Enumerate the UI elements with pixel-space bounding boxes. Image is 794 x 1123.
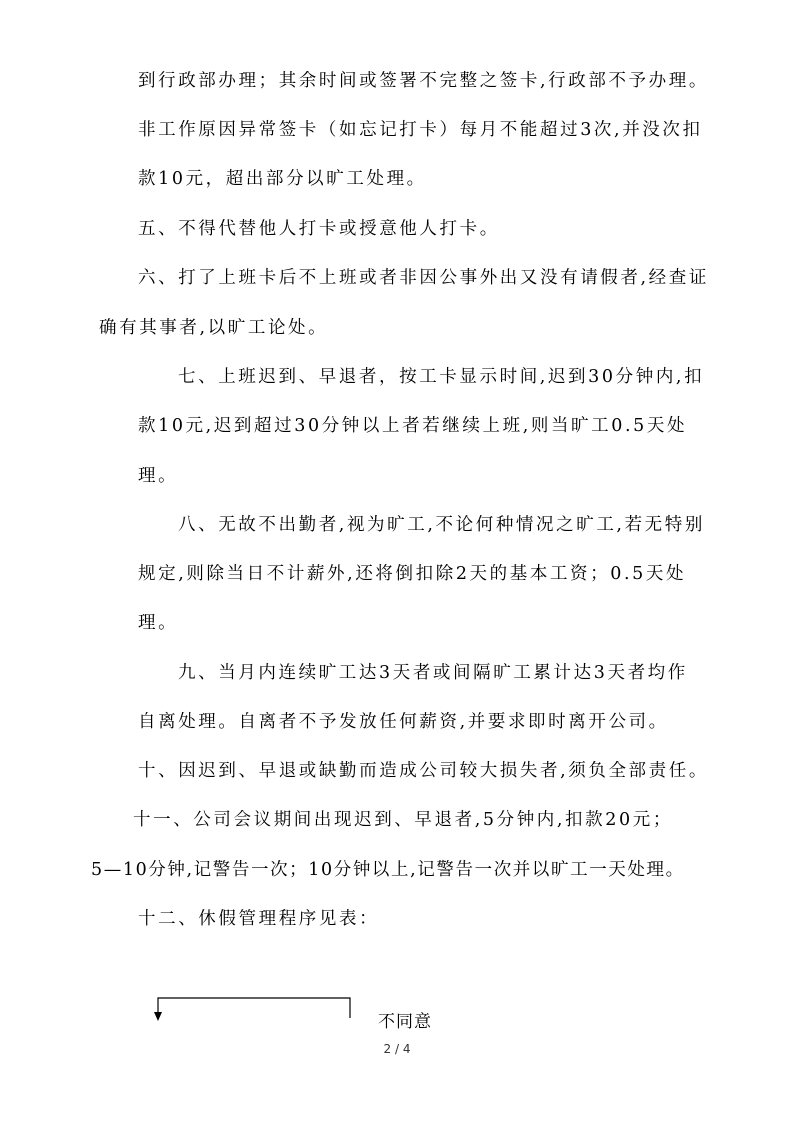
text-line-14: 自离处理。自离者不予发放任何薪资,并要求即时离开公司。: [138, 712, 669, 732]
arrowhead-down-icon: [154, 1012, 162, 1021]
text-line-8: 款10元,迟到超过30分钟以上者若继续上班,则当旷工0.5天处: [138, 416, 688, 436]
text-line-7: 七、上班迟到、早退者，按工卡显示时间,迟到30分钟内,扣: [178, 367, 705, 387]
text-line-6: 确有其事者,以旷工论处。: [99, 318, 329, 338]
flowchart-label-disagree: 不同意: [378, 1012, 432, 1032]
text-line-2: 非工作原因异常签卡（如忘记打卡）每月不能超过3次,并没次扣: [138, 120, 703, 140]
text-line-13: 九、当月内连续旷工达3天者或间隔旷工累计达3天者均作: [178, 663, 688, 683]
flowchart-connector-line: [158, 998, 350, 1018]
text-line-10: 八、无故不出勤者,视为旷工,不论何种情况之旷工,若无特别: [178, 515, 705, 535]
text-line-12: 理。: [138, 613, 179, 633]
text-line-1: 到行政部办理；其余时间或签署不完整之签卡,行政部不予办理。: [138, 71, 709, 91]
page-number: 2 / 4: [383, 1042, 411, 1056]
text-line-17: 5—10分钟,记警告一次；10分钟以上,记警告一次并以旷工一天处理。: [91, 860, 685, 880]
text-line-18: 十二、休假管理程序见表：: [138, 909, 380, 929]
text-line-16: 十一、公司会议期间出现迟到、早退者,5分钟内,扣款20元；: [133, 810, 673, 830]
text-line-5: 六、打了上班卡后不上班或者非因公事外出又没有请假者,经查证: [138, 268, 709, 288]
text-line-4: 五、不得代替他人打卡或授意他人打卡。: [138, 219, 500, 239]
text-line-3: 款10元，超出部分以旷工处理。: [138, 169, 427, 189]
text-line-9: 理。: [138, 466, 179, 486]
text-line-11: 规定,则除当日不计薪外,还将倒扣除2天的基本工资；0.5天处: [138, 564, 687, 584]
text-line-15: 十、因迟到、早退或缺勤而造成公司较大损失者,须负全部责任。: [138, 761, 709, 781]
